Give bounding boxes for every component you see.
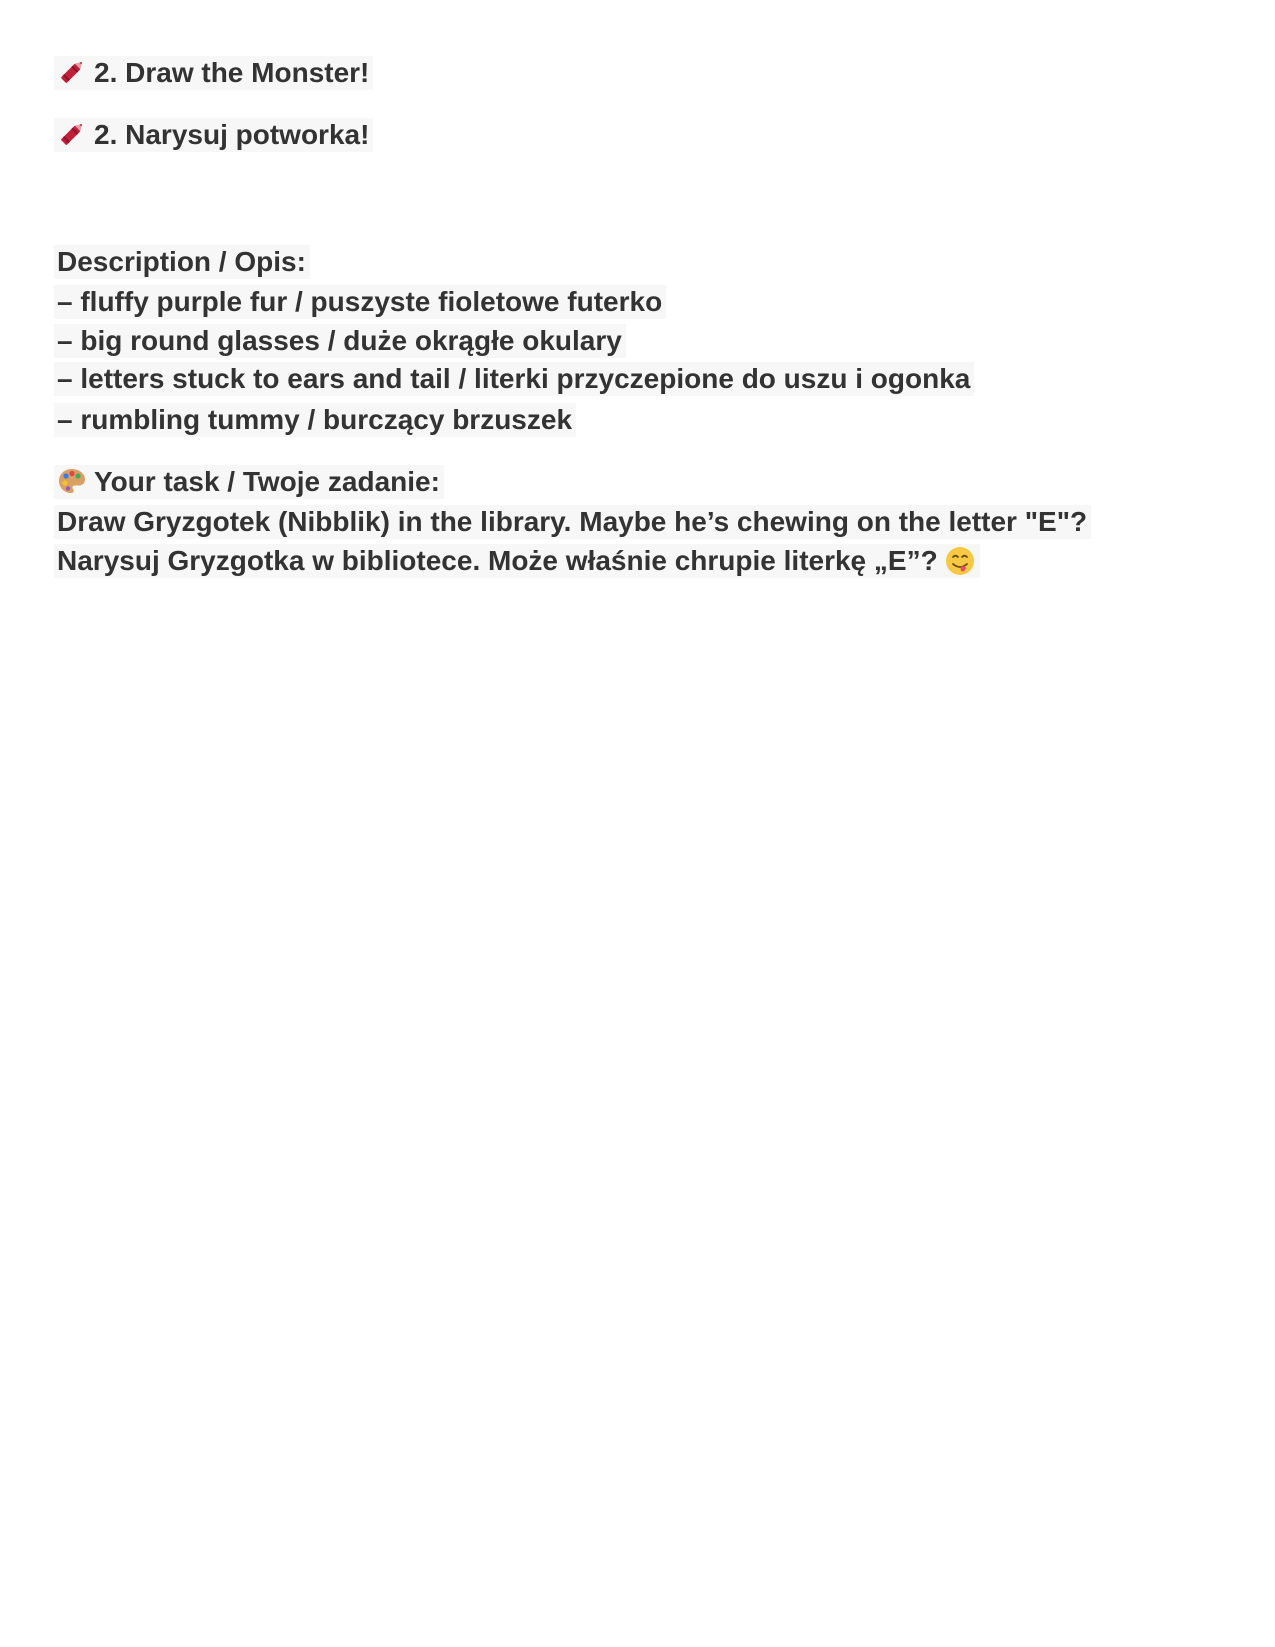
palette-icon xyxy=(57,466,87,496)
task-line-polish xyxy=(54,544,980,578)
task-line-polish-text: Narysuj Gryzgotka w bibliotece. Może właśnie chrupie literkę „E”? xyxy=(57,545,938,576)
task-title-text: Your task / Twoje zadanie: xyxy=(94,466,440,497)
heading-english xyxy=(54,56,373,90)
task-title xyxy=(54,465,444,499)
heading-polish-text: 2. Narysuj potworka! xyxy=(94,119,370,150)
heading-polish xyxy=(54,118,373,152)
description-title: Description / Opis: xyxy=(54,245,310,279)
description-item-letters: – letters stuck to ears and tail / literki przyczepione do uszu i ogonka xyxy=(54,362,974,396)
description-item-glasses: – big round glasses / duże okrągłe okulary xyxy=(54,324,626,358)
description-item-tummy: – rumbling tummy / burczący brzuszek xyxy=(54,403,576,437)
crayon-icon xyxy=(57,57,87,87)
heading-english-text: 2. Draw the Monster! xyxy=(94,57,370,88)
description-item-fur: – fluffy purple fur / puszyste fioletowe futerko xyxy=(54,285,666,319)
crayon-icon xyxy=(57,119,87,149)
yum-face-icon xyxy=(944,545,976,577)
task-line-english: Draw Gryzgotek (Nibblik) in the library. Maybe he’s chewing on the letter "E"? xyxy=(54,505,1091,539)
